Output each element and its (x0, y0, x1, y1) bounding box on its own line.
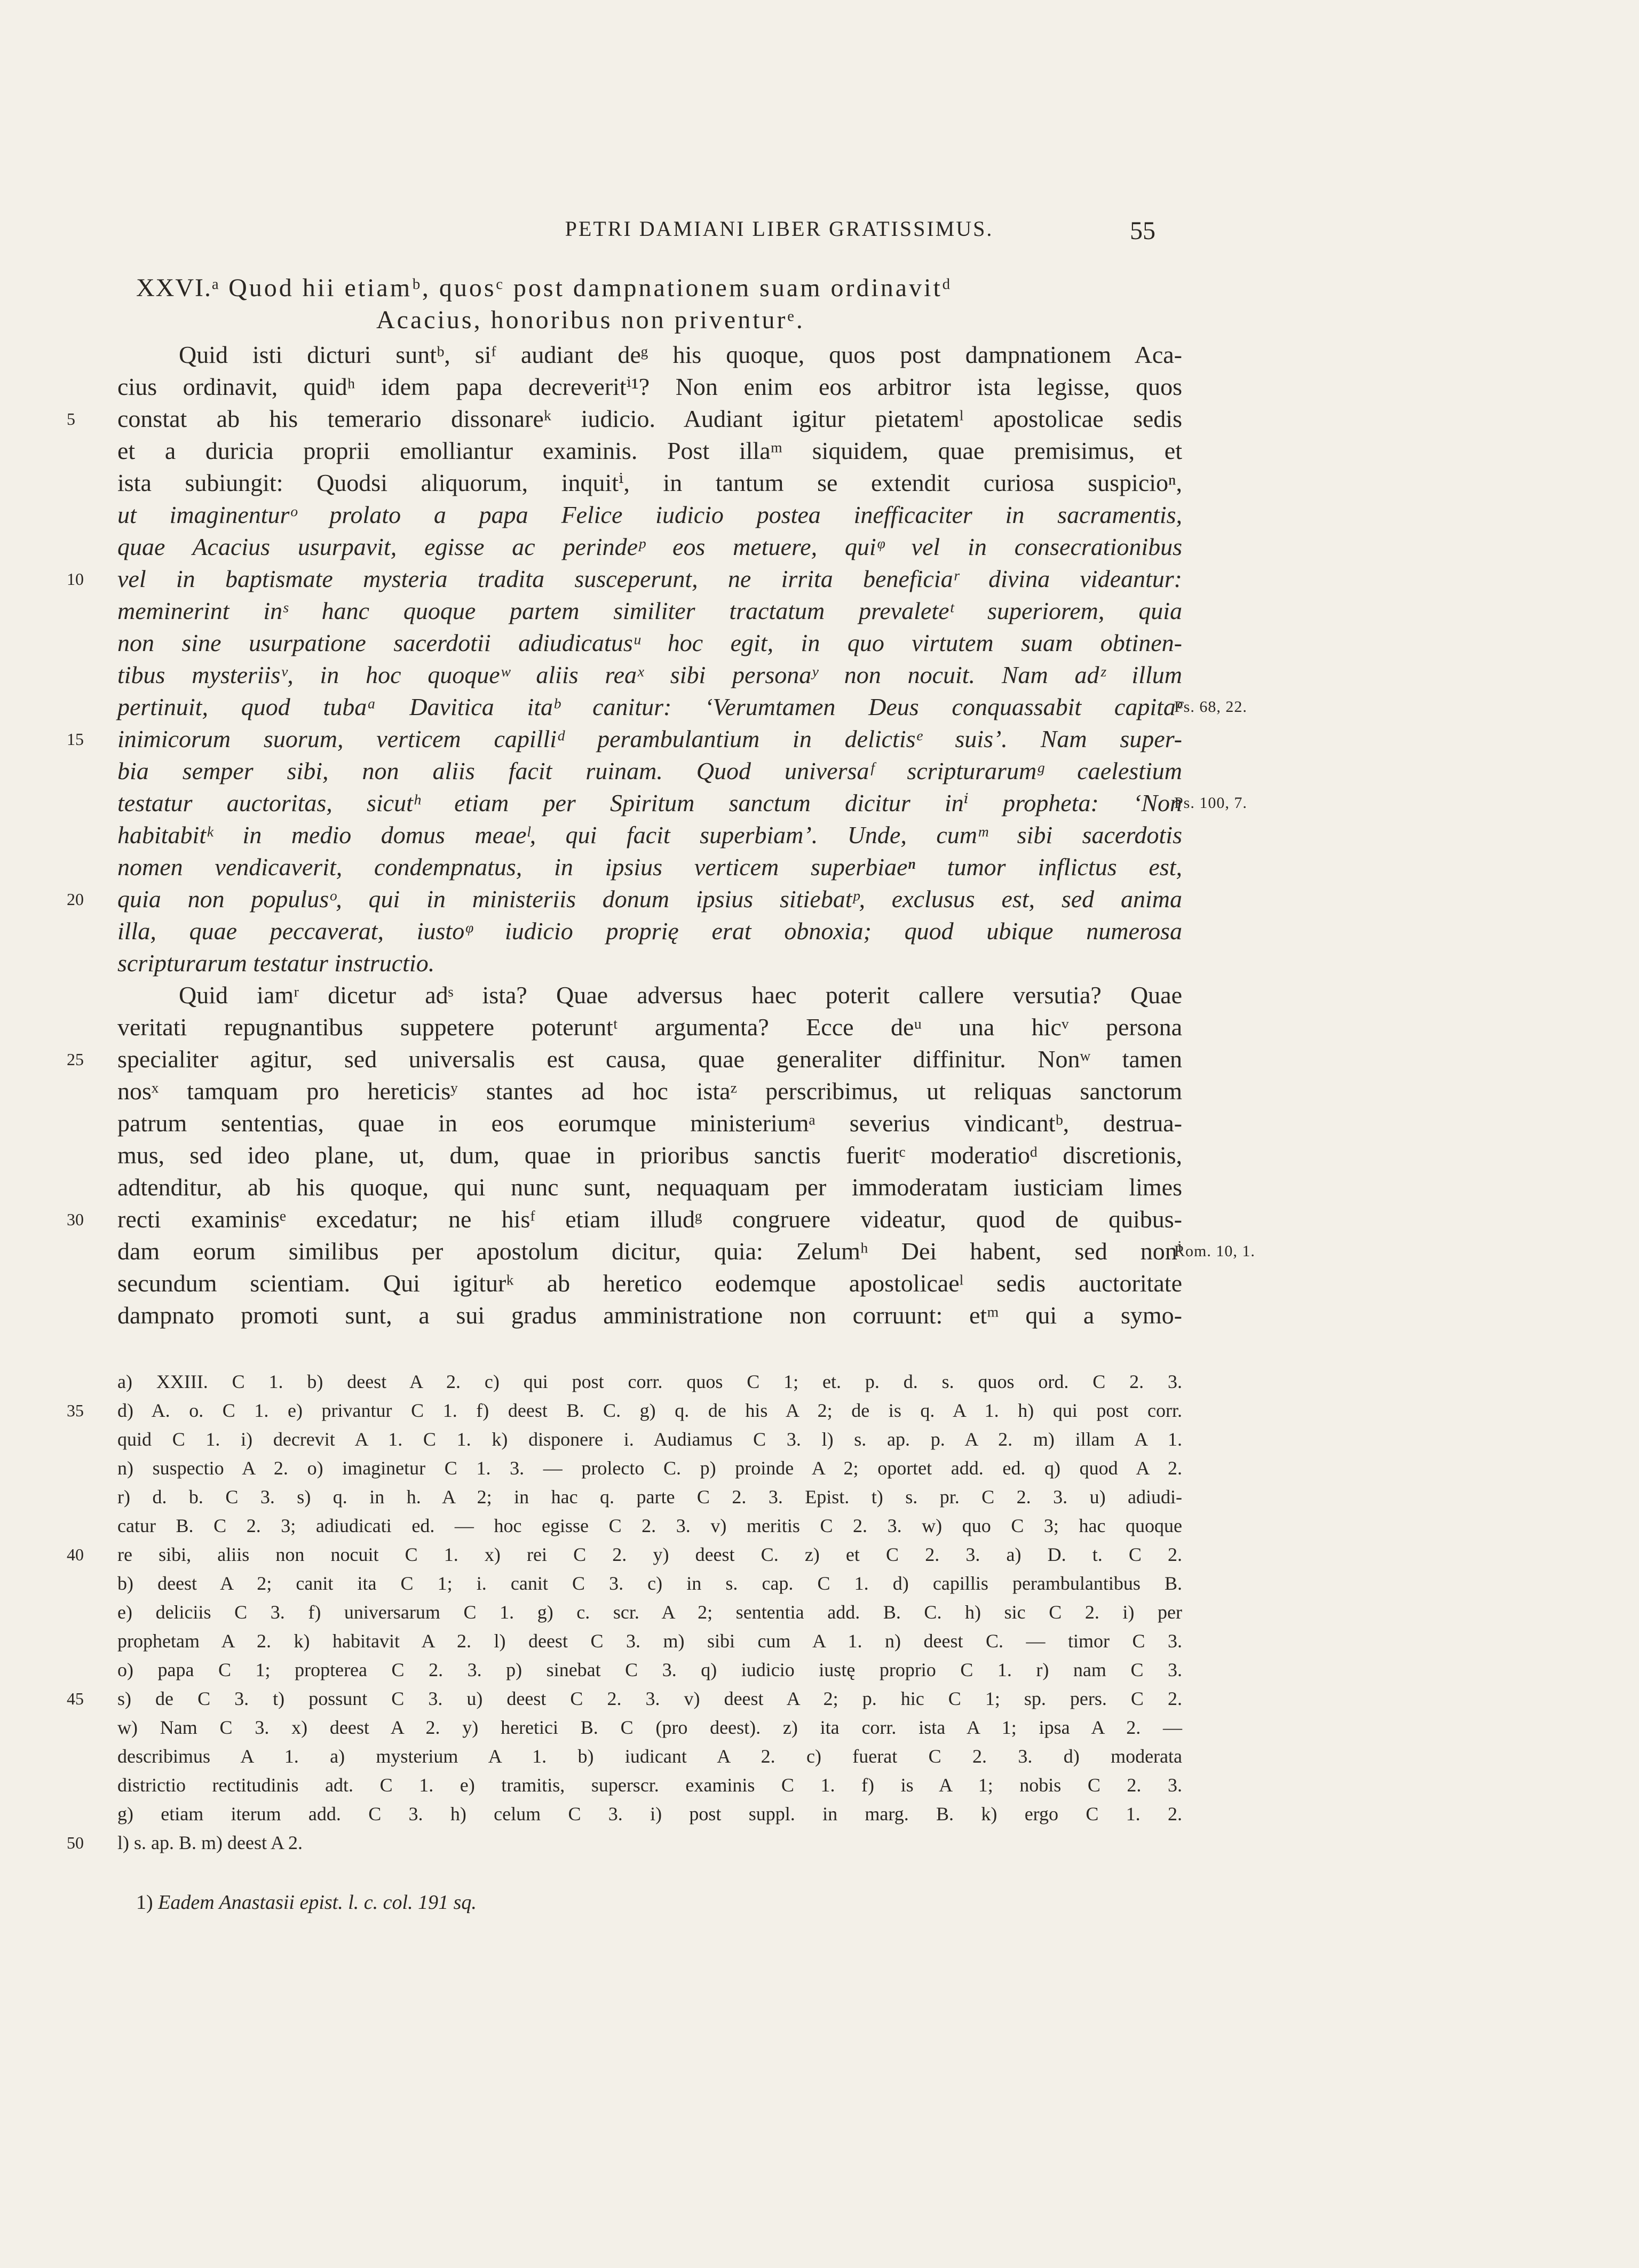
main-line (107, 915, 1260, 947)
note-line-text: l) s. ap. B. m) deest A 2. (117, 1832, 303, 1853)
main-line-text: specialiter agitur, sed universalis est causa, quae generaliter diffinitur. Nonʷ tamen (117, 1045, 1182, 1073)
main-line-text: testatur auctoritas, sicutʰ etiam per Spiritum sanctum dicitur inⁱ propheta: ‘Non (117, 789, 1182, 816)
footnote-marker: 1) (136, 1891, 153, 1914)
main-line (107, 979, 1260, 1011)
main-line-text: dampnato promoti sunt, a sui gradus amministratione non corruunt: etᵐ qui a symo- (117, 1302, 1182, 1329)
main-line-text: dam eorum similibus per apostolum dicitur, quia: Zelumʰ Dei habent, sed nonⁱ (117, 1238, 1182, 1265)
scripture-reference: Ps. 100, 7. (1174, 794, 1247, 812)
line-number: 35 (67, 1401, 84, 1420)
note-line-text: d) A. o. C 1. e) privantur C 1. f) deest B. C. g) q. de his A 2; de is q. A 1. h) qui post corr. (117, 1400, 1182, 1421)
chapter-title-line-1 (136, 272, 1150, 304)
line-number: 45 (67, 1689, 84, 1708)
main-line-text: ista subiungit: Quodsi aliquorum, inquitⁱ, in tantum se extendit curiosa suspicioⁿ, (117, 469, 1182, 496)
main-line-text: meminerint inˢ hanc quoque partem similiter tractatum prevaleteᵗ superiorem, quia (117, 597, 1182, 624)
note-line (107, 1482, 1260, 1511)
main-line (107, 851, 1260, 883)
main-line-text: scripturarum testatur instructio. (117, 949, 435, 977)
main-line (107, 339, 1260, 371)
note-line-text: districtio rectitudinis adt. C 1. e) tramitis, superscr. examinis C 1. f) is A 1; nobis C 2. 3. (117, 1774, 1182, 1796)
main-line (107, 1267, 1260, 1299)
note-line-text: re sibi, aliis non nocuit C 1. x) rei C 2. y) deest C. z) et C 2. 3. a) D. t. C 2. (117, 1544, 1182, 1565)
chapter-title-text-1: Quod hii etiamᵇ, quosᶜ post dampnationem suam ordinavitᵈ (228, 274, 953, 302)
main-line (67, 1043, 1260, 1075)
main-line-text: vel in baptismate mysteria tradita susceperunt, ne irrita beneficiaʳ divina videantur: (117, 565, 1182, 592)
note-line (107, 1713, 1260, 1742)
main-line-text: patrum sententias, quae in eos eorumque ministeriumᵃ severius vindicantᵇ, destrua- (117, 1109, 1182, 1137)
main-line (107, 1299, 1260, 1331)
line-number: 10 (67, 569, 84, 589)
main-line-text: bia semper sibi, non aliis facit ruinam. Quod universaᶠ scripturarumᵍ caelestium (117, 757, 1182, 784)
main-line (107, 371, 1260, 403)
line-number: 15 (67, 729, 84, 749)
running-title: PETRI DAMIANI LIBER GRATISSIMUS. (565, 217, 994, 241)
note-line (107, 1742, 1260, 1771)
main-line (107, 659, 1260, 691)
main-line-text: illa, quae peccaverat, iustoᵠ iudicio proprię erat obnoxia; quod ubique numerosa (117, 917, 1182, 945)
main-line-text: et a duricia proprii emolliantur examinis. Post illaᵐ siquidem, quae premisimus, et (117, 437, 1182, 464)
main-line (107, 531, 1260, 563)
main-line (107, 627, 1260, 659)
note-line-text: s) de C 3. t) possunt C 3. u) deest C 2. 3. v) deest A 2; p. hic C 1; sp. pers. C 2. (117, 1688, 1182, 1709)
main-line-text: constat ab his temerario dissonareᵏ iudicio. Audiant igitur pietatemˡ apostolicae sedis (117, 405, 1182, 432)
main-line-text: Quid iamʳ dicetur adˢ ista? Quae adversus haec poterit callere versutia? Quae (179, 981, 1182, 1009)
note-line (107, 1771, 1260, 1799)
main-line-text: recti examinisᵉ excedatur; ne hisᶠ etiam illudᵍ congruere videatur, quod de quibus- (117, 1206, 1182, 1233)
main-line-text: non sine usurpatione sacerdotii adiudicatusᵘ hoc egit, in quo virtutem suam obtinen- (117, 629, 1182, 656)
note-line (67, 1684, 1260, 1713)
main-line-text: ut imaginenturᵒ prolato a papa Felice iudicio postea inefficaciter in sacramentis, (117, 501, 1182, 528)
main-line (107, 1171, 1260, 1203)
main-line (107, 947, 1260, 979)
chapter-number: XXVI.ᵃ (136, 274, 220, 302)
note-line-text: w) Nam C 3. x) deest A 2. y) heretici B. C (pro deest). z) ita corr. ista A 1; ipsa A 2. — (117, 1717, 1182, 1738)
main-line (107, 1011, 1260, 1043)
note-line-text: prophetam A 2. k) habitavit A 2. l) deest C 3. m) sibi cum A 1. n) deest C. — timor C 3. (117, 1630, 1182, 1652)
line-number: 25 (67, 1050, 84, 1069)
chapter-heading (136, 272, 1150, 336)
main-line-text: nomen vendicaverit, condempnatus, in ipsius verticem superbiaeⁿ tumor inflictus est, (117, 853, 1182, 881)
main-line (67, 403, 1260, 435)
main-line (107, 467, 1260, 499)
footnote (136, 1888, 1150, 1917)
line-number: 5 (67, 409, 75, 429)
main-line-text: secundum scientiam. Qui igiturᵏ ab heretico eodemque apostolicaeˡ sedis auctoritate (117, 1270, 1182, 1297)
main-line (107, 819, 1260, 851)
note-line (67, 1540, 1260, 1569)
note-line (107, 1367, 1260, 1396)
main-line (67, 723, 1260, 755)
main-line (67, 1203, 1260, 1235)
main-line (67, 883, 1260, 915)
line-number: 40 (67, 1545, 84, 1564)
scripture-reference: Ps. 68, 22. (1174, 698, 1247, 716)
main-line (107, 1139, 1260, 1171)
main-line (107, 1075, 1260, 1107)
line-number: 20 (67, 890, 84, 909)
main-line-text: mus, sed ideo plane, ut, dum, quae in prioribus sanctis fueritᶜ moderatioᵈ discretionis, (117, 1141, 1182, 1169)
main-line-text: tibus mysteriisᵛ, in hoc quoqueʷ aliis reaˣ sibi personaʸ non nocuit. Nam adᶻ illum (117, 661, 1182, 688)
main-line-text: cius ordinavit, quidʰ idem papa decreveritⁱ¹? Non enim eos arbitror ista legisse, quos (117, 373, 1182, 400)
critical-apparatus (67, 1367, 1260, 1857)
note-line-text: r) d. b. C 3. s) q. in h. A 2; in hac q. parte C 2. 3. Epist. t) s. pr. C 2. 3. u) adiudi- (117, 1486, 1182, 1508)
note-line (107, 1655, 1260, 1684)
main-line (67, 563, 1260, 595)
main-line (107, 499, 1260, 531)
note-line-text: o) papa C 1; propterea C 2. 3. p) sinebat C 3. q) iudicio iustę proprio C 1. r) nam C 3. (117, 1659, 1182, 1680)
main-line (107, 787, 1260, 819)
note-line-text: a) XXIII. C 1. b) deest A 2. c) qui post corr. quos C 1; et. p. d. s. quos ord. C 2. 3. (117, 1371, 1182, 1392)
chapter-title-line-2: Acacius, honoribus non priventurᵉ. (376, 306, 805, 334)
note-line-text: catur B. C 2. 3; adiudicati ed. — hoc egisse C 2. 3. v) meritis C 2. 3. w) quo C 3; hac quoque (117, 1515, 1182, 1536)
line-number: 50 (67, 1833, 84, 1852)
note-line-text: quid C 1. i) decrevit A 1. C 1. k) disponere i. Audiamus C 3. l) s. ap. p. A 2. m) illam A 1. (117, 1429, 1182, 1450)
note-line (67, 1396, 1260, 1425)
note-line-text: describimus A 1. a) mysterium A 1. b) iudicant A 2. c) fuerat C 2. 3. d) moderata (117, 1746, 1182, 1767)
main-text (67, 339, 1260, 1331)
main-line-text: quae Acacius usurpavit, egisse ac perindeᵖ eos metuere, quiᵠ vel in consecrationibus (117, 533, 1182, 560)
main-line (107, 755, 1260, 787)
scripture-reference: Rom. 10, 1. (1174, 1242, 1255, 1260)
note-line (107, 1799, 1260, 1828)
main-line-text: Quid isti dicturi suntᵇ, siᶠ audiant deᵍ his quoque, quos post dampnationem Aca- (179, 341, 1182, 368)
note-line (107, 1425, 1260, 1454)
main-line (107, 1235, 1260, 1267)
note-line-text: b) deest A 2; canit ita C 1; i. canit C 3. c) in s. cap. C 1. d) capillis perambulantibus B. (117, 1573, 1182, 1594)
note-line-text: n) suspectio A 2. o) imaginetur C 1. 3. — prolecto C. p) proinde A 2; oportet add. ed. q) quod A 2. (117, 1457, 1182, 1479)
note-line (107, 1627, 1260, 1655)
line-number: 30 (67, 1210, 84, 1229)
main-line-text: inimicorum suorum, verticem capilliᵈ perambulantium in delictisᵉ suis’. Nam super- (117, 725, 1182, 752)
note-line-text: g) etiam iterum add. C 3. h) celum C 3. i) post suppl. in marg. B. k) ergo C 1. 2. (117, 1803, 1182, 1825)
note-line (107, 1569, 1260, 1598)
note-line (67, 1828, 1260, 1857)
main-line-text: pertinuit, quod tubaᵃ Davitica itaᵇ canitur: ‘Verumtamen Deus conquassabit capitaᶜ (117, 693, 1182, 720)
main-line-text: adtenditur, ab his quoque, qui nunc sunt, nequaquam per immoderatam iusticiam limes (117, 1173, 1182, 1201)
main-line-text: veritati repugnantibus suppetere poteruntᵗ argumenta? Ecce deᵘ una hicᵛ persona (117, 1013, 1182, 1041)
note-line-text: e) deliciis C 3. f) universarum C 1. g) c. scr. A 2; sententia add. B. C. h) sic C 2. i) per (117, 1601, 1182, 1623)
note-line (107, 1511, 1260, 1540)
main-line (107, 435, 1260, 467)
main-line-text: habitabitᵏ in medio domus meaeˡ, qui facit superbiam’. Unde, cumᵐ sibi sacerdotis (117, 821, 1182, 848)
footnote-text: Eadem Anastasii epist. l. c. col. 191 sq. (158, 1891, 477, 1914)
note-line (107, 1454, 1260, 1482)
page-number: 55 (1130, 217, 1155, 245)
main-line-text: quia non populusᵒ, qui in ministeriis donum ipsius sitiebatᵖ, exclusus est, sed anima (117, 885, 1182, 913)
main-line (107, 691, 1260, 723)
note-line (107, 1598, 1260, 1627)
main-line-text: nosˣ tamquam pro hereticisʸ stantes ad hoc istaᶻ perscribimus, ut reliquas sanctorum (117, 1077, 1182, 1105)
main-line (107, 595, 1260, 627)
main-line (107, 1107, 1260, 1139)
